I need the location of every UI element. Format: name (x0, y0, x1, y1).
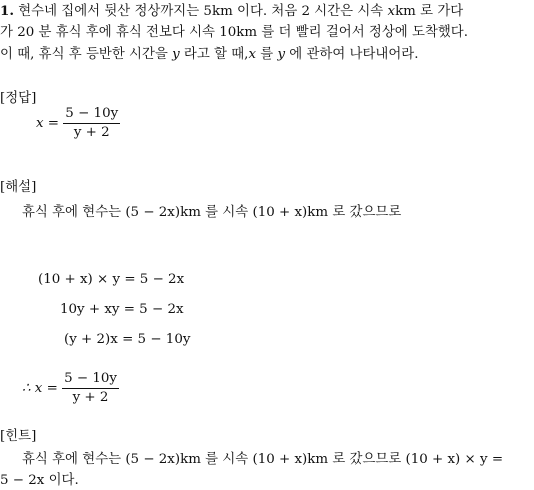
solution-conclusion (22, 371, 119, 406)
solution-eq-1: (10 + x) × y = 5 − 2x (38, 272, 185, 287)
solution-eq-3: (y + 2)x = 5 − 10y (64, 332, 191, 347)
hint-label: [힌트] (0, 429, 37, 444)
problem-text-3c: 를 (256, 47, 278, 62)
answer-label: [정답] (0, 91, 37, 106)
solution-denominator: y + 2 (72, 390, 109, 405)
answer-fraction (63, 106, 120, 141)
variable-x: x (387, 4, 396, 19)
problem-text-3d: 에 관하여 나타내어라. (285, 47, 419, 62)
answer-numerator: 5 − 10y (63, 106, 120, 124)
variable-x: x (248, 47, 257, 62)
variable-y: y (172, 47, 180, 62)
problem-number: 1. (0, 3, 14, 19)
problem-text-1b: km 로 가다 (395, 4, 464, 19)
problem-text-3a: 이 때, 휴식 후 등반한 시간을 (0, 47, 173, 62)
therefore-lhs: ∴ x = (22, 381, 58, 396)
problem-line-3 (0, 46, 419, 64)
answer-equation (36, 106, 120, 141)
answer-lhs: x = (36, 116, 60, 131)
solution-fraction (62, 371, 119, 406)
solution-eq-2: 10y + xy = 5 − 2x (60, 302, 184, 317)
variable-y: y (277, 47, 286, 62)
problem-text-3b: 라고 할 때, (179, 47, 249, 62)
solution-label: [해설] (0, 180, 37, 195)
problem-text-1a: 현수네 집에서 뒷산 정상까지는 5km 이다. 처음 2 시간은 시속 (18, 4, 388, 19)
hint-line-1: 휴식 후에 현수는 (5 − 2x)km 를 시속 (10 + x)km 로 갔으므로 (10 + x) × y = (22, 452, 504, 467)
problem-line-2: 가 20 분 휴식 후에 휴식 전보다 시속 10km 를 더 빨리 걸어서 정상에 도착했다. (0, 25, 468, 40)
solution-numerator: 5 − 10y (62, 371, 119, 389)
answer-denominator: y + 2 (73, 125, 110, 140)
hint-line-2: 5 − 2x 이다. (0, 473, 79, 488)
solution-intro: 휴식 후에 현수는 (5 − 2x)km 를 시속 (10 + x)km 로 갔으므로 (22, 205, 402, 220)
problem-line-1 (0, 2, 463, 21)
